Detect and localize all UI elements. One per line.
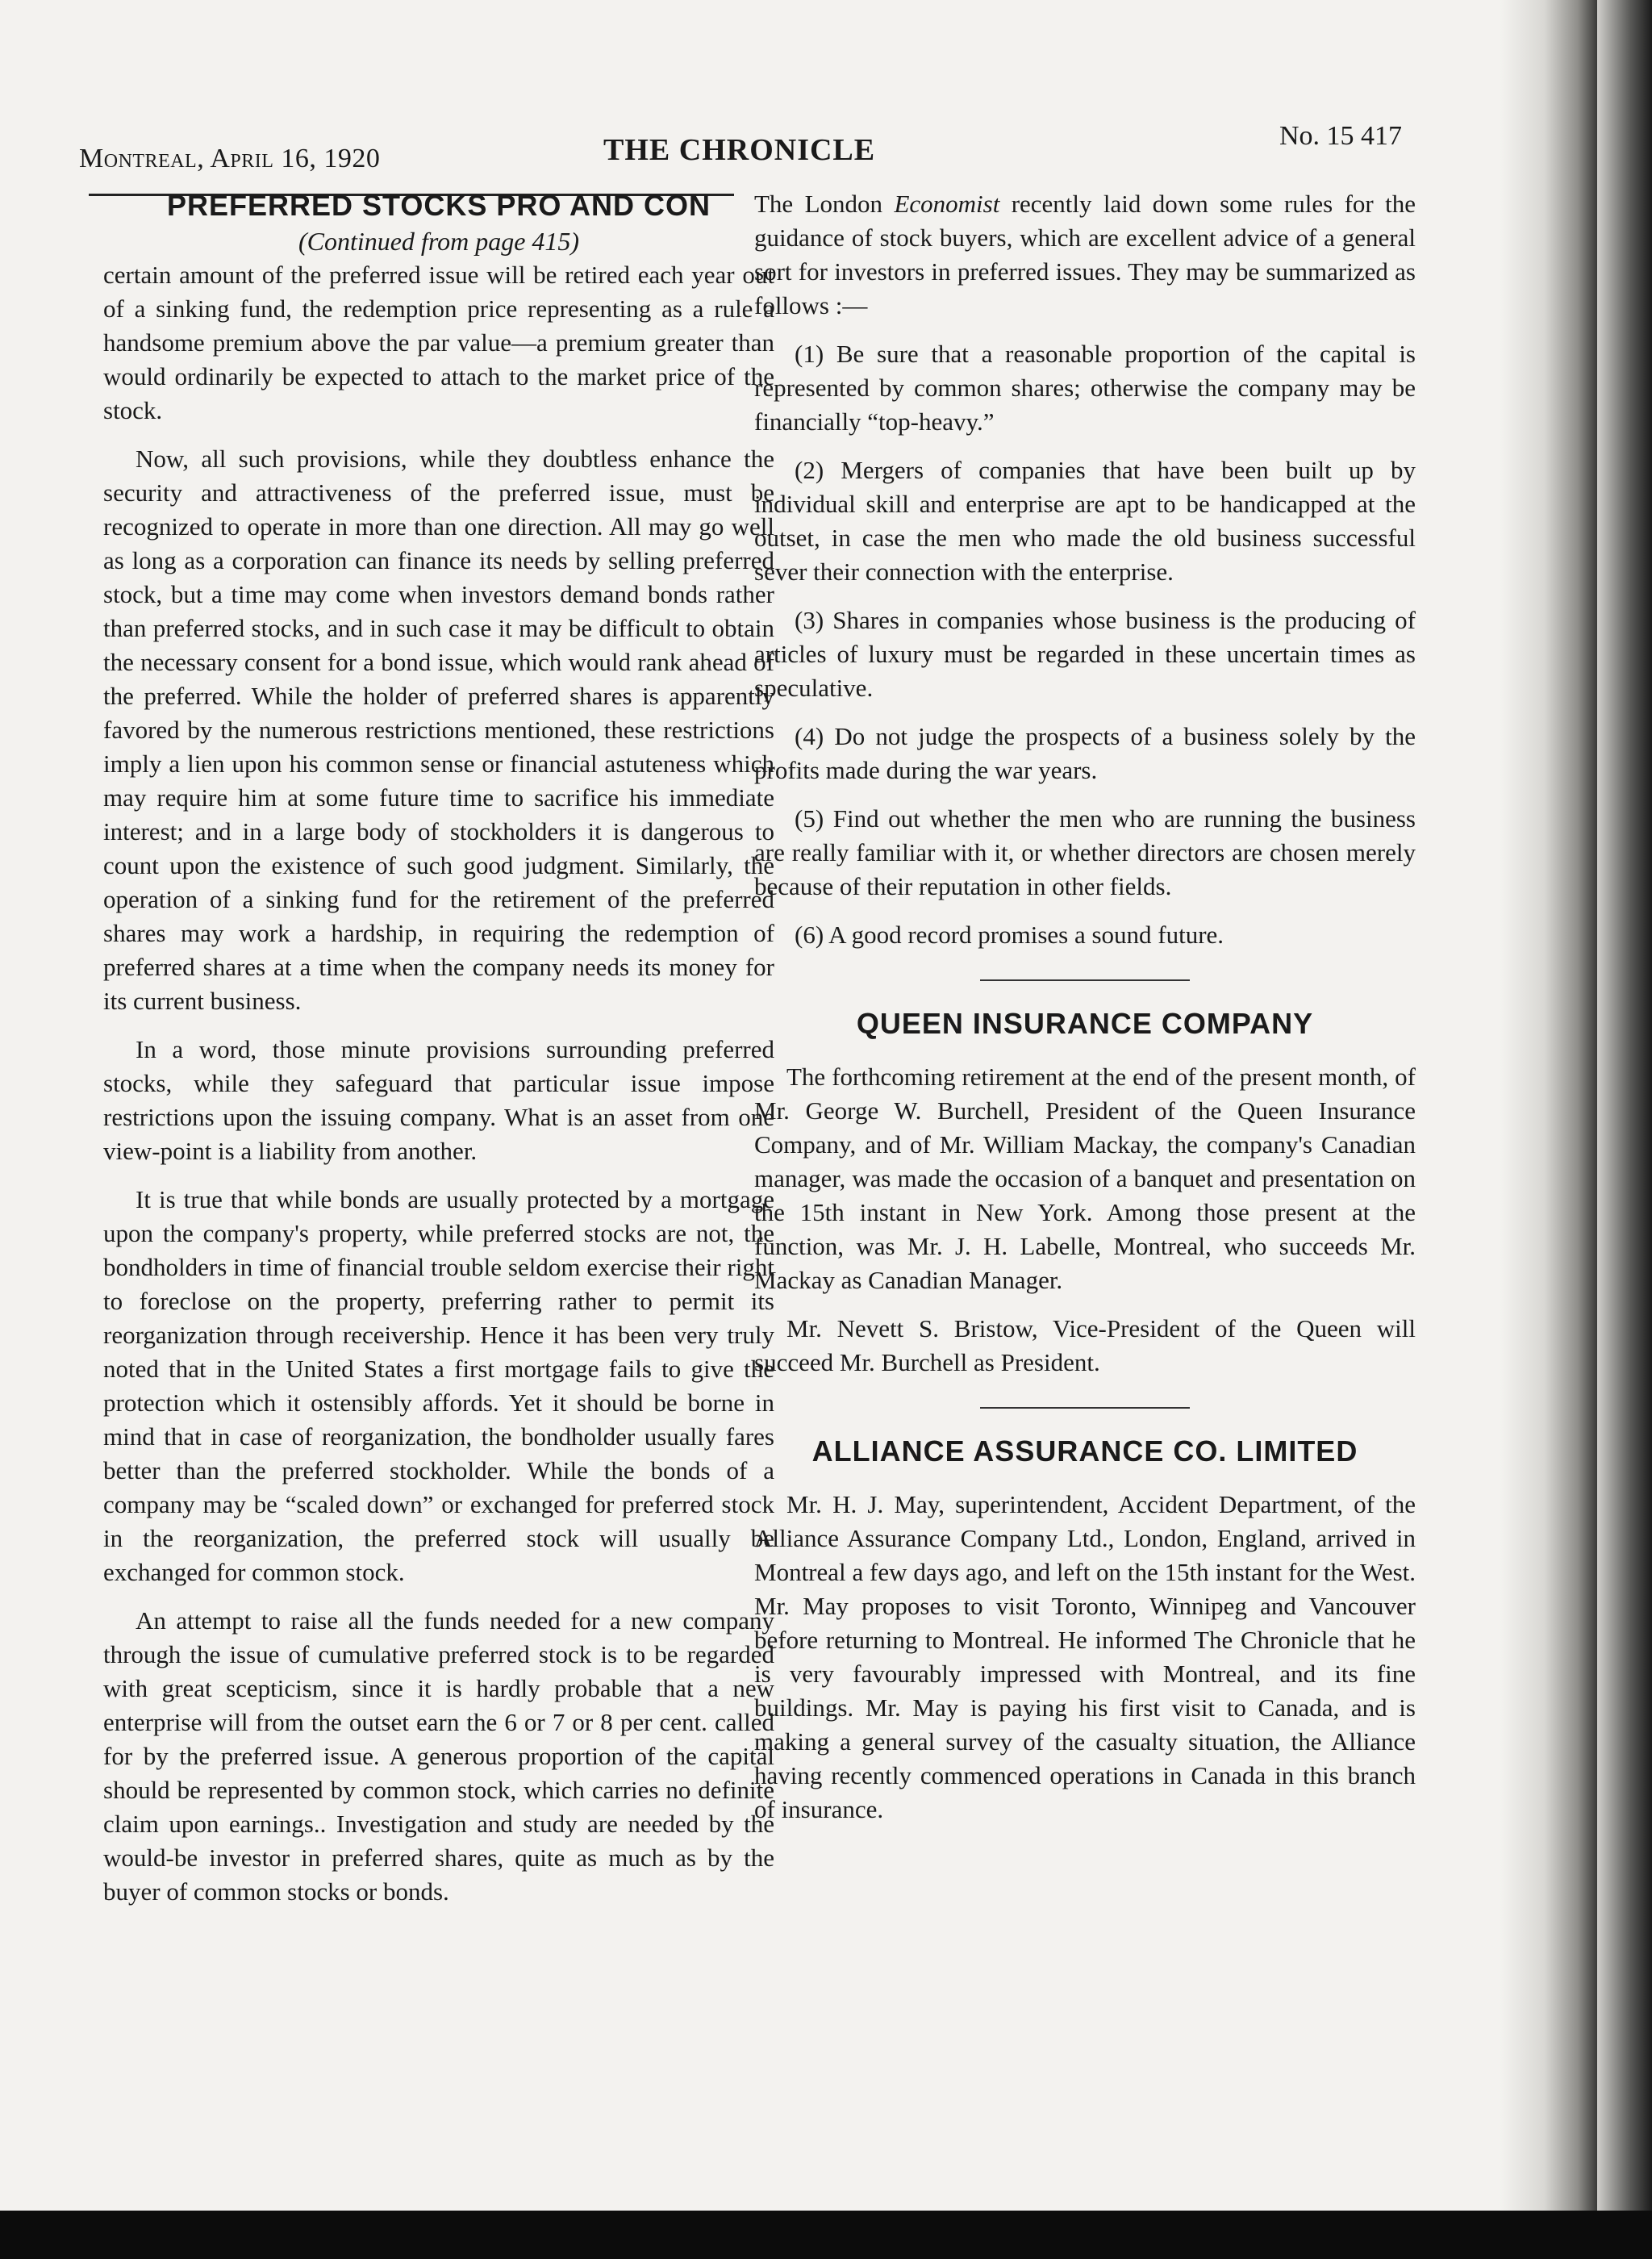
rule-item: (5) Find out whether the men who are running the business are really familiar with it, or whether directors are chosen merely because of their reputation in other fields. [754, 804, 1416, 900]
text-run: recently laid down some rules for the guidance of stock buyers, which are excellent advice of a general sort for investors in preferred issues. They may be summarized as follows :— [754, 190, 1416, 319]
article-title-alliance-assurance: ALLIANCE ASSURANCE CO. LIMITED [811, 1434, 1358, 1468]
dateline: Montreal, April 16, 1920 [79, 144, 381, 173]
issue-page-number: No. 15 417 [1279, 121, 1402, 151]
article-paragraph: An attempt to raise all the funds needed for a new company through the issue of cumulative preferred stock is to be regarded with great scepticism, since it is hardly probable that a new enterprise will from the outset earn the 6 or 7 or 8 per cent. called for by the preferred issue. A generous proportion of the capital should be represented by common stock, which carries no definite claim upon earnings.. Investigation and study are needed by the would-be investor in preferred shares, quite as much as by the buyer of common stocks or bonds. [103, 1606, 774, 1906]
binding-edge [1597, 0, 1652, 2259]
publication-name: Economist [894, 190, 1000, 218]
scan-bottom-border [0, 2211, 1652, 2259]
rule-item: (6) A good record promises a sound future. [795, 921, 1224, 949]
left-column [103, 187, 774, 1923]
article-paragraph: Mr. Nevett S. Bristow, Vice-President of the Queen will succeed Mr. Burchell as President. [754, 1314, 1416, 1376]
article-paragraph: Mr. H. J. May, superintendent, Accident Department, of the Alliance Assurance Company Ltd., London, England, arrived in Montreal a few days ago, and left on the 15th instant for the West. Mr. May proposes to visit Toronto, Winnipeg and Vancouver before returning to Montreal. He informed The Chronicle that he is very favourably impressed with Montreal, and its fine buildings. Mr. May is paying his first visit to Canada, and is making a general survey of the casualty situation, the Alliance having recently commenced operations in Canada in this branch of insurance. [754, 1490, 1416, 1823]
rule-item: (4) Do not judge the prospects of a business solely by the profits made during the war years. [754, 722, 1416, 784]
running-head [79, 121, 1402, 173]
article-paragraph [754, 187, 1416, 323]
article-paragraph: Now, all such provisions, while they doubtless enhance the security and attractiveness of the preferred issue, must be recognized to operate in more than one direction. All may go well as long as a corporation can finance its needs by selling preferred stock, but a time may come when investors demand bonds rather than preferred stocks, and in such case it may be difficult to obtain the necessary consent for a bond issue, which would rank ahead of the preferred. While the holder of preferred shares is apparently favored by the numerous restrictions mentioned, these restrictions imply a lien upon his common sense or financial astuteness which may require him at some future time to sacrifice his immediate interest; and in a large body of stockholders it is dangerous to count upon the existence of such good judgment. Similarly, the operation of a sinking fund for the retirement of the preferred shares may work a hardship, in requiring the redemption of preferred shares at a time when the company needs its money for its current business. [103, 445, 774, 1015]
article-paragraph: The forthcoming retirement at the end of the present month, of Mr. George W. Burchell, President of the Queen Insurance Company, and of Mr. William Mackay, the company's Canadian manager, was made the occasion of a banquet and presentation on the 15th instant in New York. Among those present at the function, was Mr. J. H. Labelle, Montreal, who succeeds Mr. Mackay as Canadian Manager. [754, 1063, 1416, 1294]
text-run: The London [754, 190, 895, 218]
section-divider [980, 979, 1190, 981]
rule-item: (3) Shares in companies whose business is the producing of articles of luxury must be regarded in these uncertain times as speculative. [754, 606, 1416, 702]
article-title-preferred-stocks: PREFERRED STOCKS PRO AND CON [166, 189, 711, 222]
section-divider [980, 1407, 1190, 1409]
article-paragraph: It is true that while bonds are usually protected by a mortgage upon the company's property, while preferred stocks are not, the bondholders in time of financial trouble seldom exercise their right to foreclose on the property, preferring rather to permit its reorganization through receivership. Hence it has been very truly noted that in the United States a first mortgage fails to give the protection which it ostensibly affords. Yet it should be borne in mind that in case of reorganization, the bondholder usually fares better than the preferred stockholder. While the bonds of a company may be “scaled down” or exchanged for preferred stock in the reorganization, the preferred stock will usually be exchanged for common stock. [103, 1185, 774, 1586]
right-column [754, 187, 1416, 1841]
page-edge-shadow [1500, 0, 1597, 2211]
article-paragraph: certain amount of the preferred issue will be retired each year out of a sinking fund, the redemption price representing as a rule a handsome premium above the par value—a premium greater than would ordinarily be expected to attach to the market price of the stock. [103, 261, 774, 424]
continued-note: (Continued from page 415) [298, 227, 580, 256]
article-title-queen-insurance: QUEEN INSURANCE COMPANY [856, 1007, 1314, 1040]
rule-item: (2) Mergers of companies that have been built up by individual skill and enterprise are apt to be handicapped at the outset, in case the men who made the old business successful sever their connection with the enterprise. [754, 456, 1416, 586]
rule-item: (1) Be sure that a reasonable proportion of the capital is represented by common shares; otherwise the company may be financially “top-heavy.” [754, 340, 1416, 436]
journal-title: THE CHRONICLE [603, 133, 876, 167]
article-paragraph: In a word, those minute provisions surrounding preferred stocks, while they safeguard that particular issue impose restrictions upon the issuing company. What is an asset from one view-point is a liability from another. [103, 1035, 774, 1165]
